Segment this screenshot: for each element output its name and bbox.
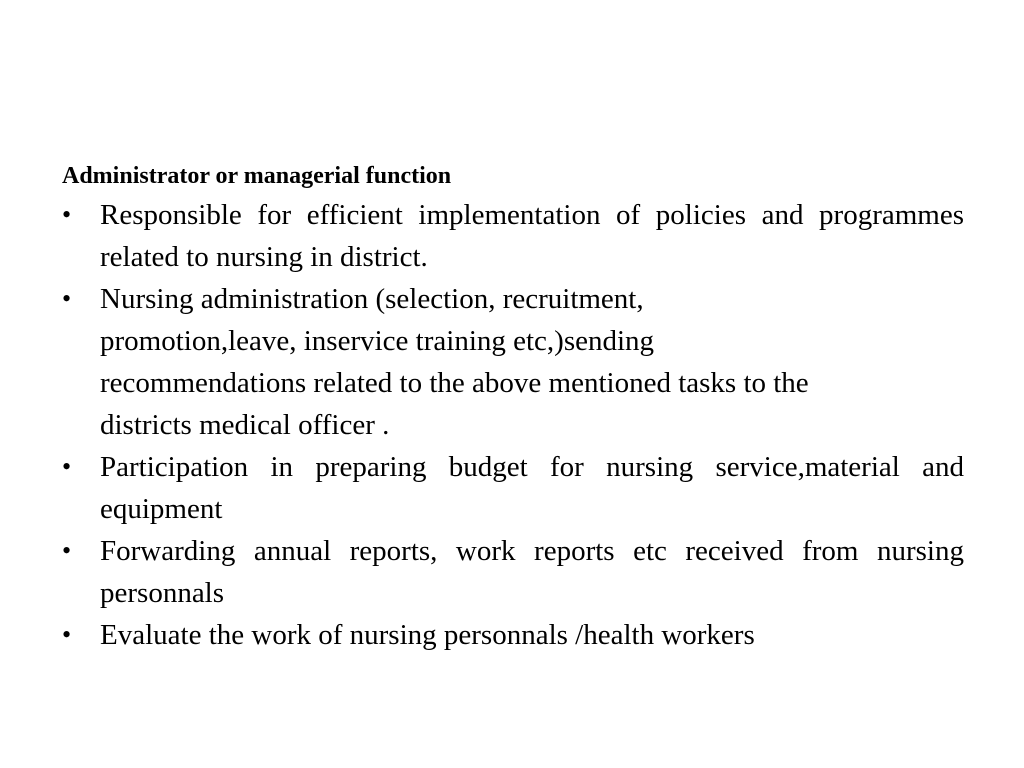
bullet-text: Evaluate the work of nursing personnals /health workers (100, 619, 755, 651)
bullet-text-line: districts medical officer . (100, 409, 390, 441)
bullet-text-line: recommendations related to the above mentioned tasks to the (100, 367, 809, 399)
bullet-text: Responsible for efficient implementation of policies and programmes related to nursing in district. (100, 199, 964, 273)
bullet-item (62, 194, 964, 278)
bullet-text-line: Nursing administration (selection, recruitment, (100, 283, 644, 315)
bullet-item (62, 278, 964, 446)
slide-heading: Administrator or managerial function (62, 163, 452, 189)
bullet-text: Participation in preparing budget for nursing service,material and equipment (100, 451, 964, 525)
bullet-dot-icon: • (62, 452, 72, 481)
bullet-dot-icon: • (62, 284, 72, 313)
bullet-text-line: promotion,leave, inservice training etc,)sending (100, 325, 655, 357)
bullet-dot-icon: • (62, 536, 72, 565)
bullet-item (62, 530, 964, 614)
bullet-text: Forwarding annual reports, work reports etc received from nursing personnals (100, 535, 964, 609)
bullet-item (62, 614, 964, 656)
bullet-item (62, 446, 964, 530)
bullet-dot-icon: • (62, 200, 72, 229)
bullet-dot-icon: • (62, 620, 72, 649)
bullet-list (62, 194, 964, 656)
